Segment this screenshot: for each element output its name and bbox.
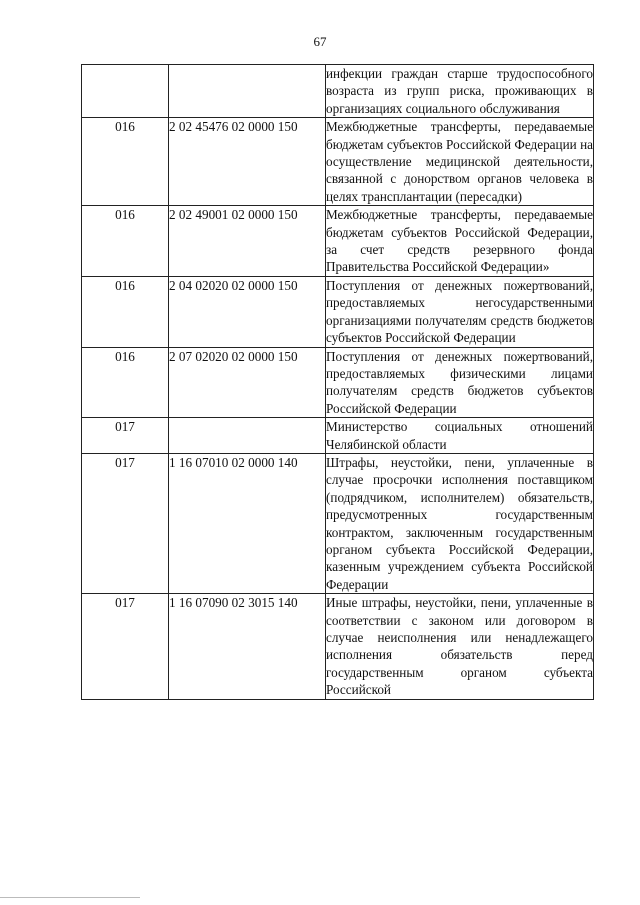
table-row xyxy=(82,594,594,699)
revenue-name-cell: Поступления от денежных пожертвований, предоставляемых негосударственными организациями получателям средств бюджетов субъектов Российской Федерации xyxy=(326,277,593,346)
table-row xyxy=(82,347,594,418)
budget-code-cell: 2 02 49001 02 0000 150 xyxy=(169,206,326,277)
admin-code-cell: 016 xyxy=(82,206,169,277)
budget-code-cell: 2 07 02020 02 0000 150 xyxy=(169,347,326,418)
table-row xyxy=(82,276,594,347)
revenue-name-cell: Министерство социальных отношений Челябинской области xyxy=(326,419,593,452)
table-row xyxy=(82,65,594,118)
revenue-codes-table xyxy=(81,64,594,700)
revenue-name-cell: Иные штрафы, неустойки, пени, уплаченные в соответствии с законом или договором в случае неисполнения или ненадлежащего исполнения обязательств перед государственным органом субъекта Российской xyxy=(326,595,593,698)
admin-code-cell: 017 xyxy=(82,418,169,454)
revenue-name-cell: Поступления от денежных пожертвований, предоставляемых физическими лицами получателям средств бюджетов субъектов Российской Федерации xyxy=(326,348,593,416)
table-row xyxy=(82,206,594,277)
admin-code-cell: 016 xyxy=(82,347,169,418)
revenue-name-cell: Межбюджетные трансферты, передаваемые бюджетам субъектов Российской Федерации, за счет средств резервного фонда Правительства Российской Федерации» xyxy=(326,207,593,275)
page-footer-rule xyxy=(0,897,140,898)
admin-code-cell: 017 xyxy=(82,594,169,699)
budget-code-cell xyxy=(169,65,326,118)
admin-code-cell: 016 xyxy=(82,118,169,206)
admin-code-cell: 017 xyxy=(82,453,169,593)
budget-code-cell: 1 16 07010 02 0000 140 xyxy=(169,453,326,593)
revenue-name-cell: Штрафы, неустойки, пени, уплаченные в случае просрочки исполнения поставщиком (подрядчиком, исполнителем) обязательств, предусмотренных государственным контрактом, заключенным государственным органом субъекта Российской Федерации, казенным учреждением субъекта Российской Федерации xyxy=(326,454,593,592)
table-row xyxy=(82,418,594,454)
revenue-name-cell: инфекции граждан старше трудоспособного возраста из групп риска, проживающих в организациях социального обслуживания xyxy=(326,66,593,116)
admin-code-cell xyxy=(82,65,169,118)
budget-code-cell: 2 02 45476 02 0000 150 xyxy=(169,118,326,206)
budget-code-cell: 1 16 07090 02 3015 140 xyxy=(169,594,326,699)
page-number: 67 xyxy=(313,34,327,49)
budget-code-cell xyxy=(169,418,326,454)
admin-code-cell: 016 xyxy=(82,276,169,347)
table-row xyxy=(82,118,594,206)
table-row xyxy=(82,453,594,593)
revenue-name-cell: Межбюджетные трансферты, передаваемые бюджетам субъектов Российской Федерации на осуществление медицинской деятельности, связанной с донорством органов человека в целях трансплантации (пересадки) xyxy=(326,119,593,204)
budget-code-cell: 2 04 02020 02 0000 150 xyxy=(169,276,326,347)
